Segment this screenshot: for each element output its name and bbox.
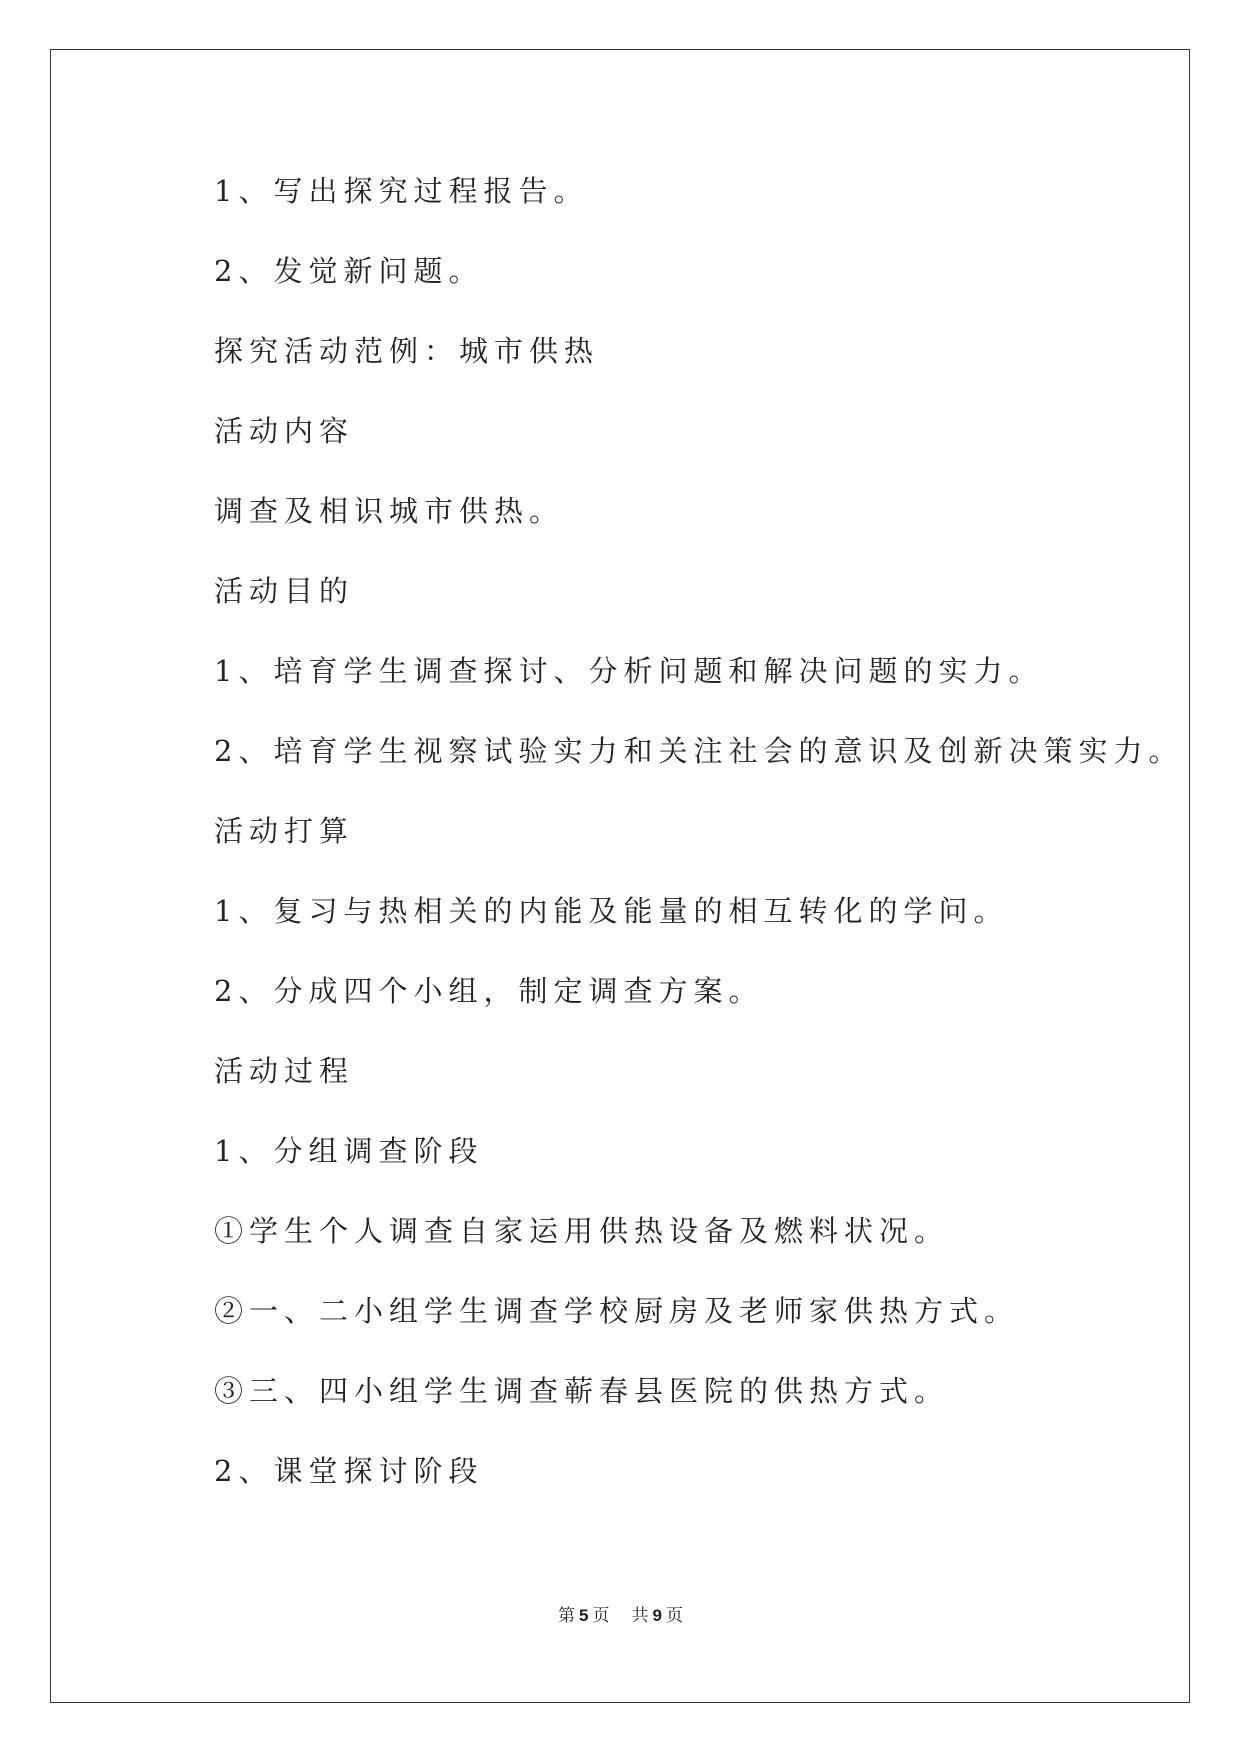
body-line: ③三、四小组学生调查蕲春县医院的供热方式。: [214, 1374, 950, 1408]
current-page-number: 5: [579, 1606, 589, 1625]
body-line: 1、写出探究过程报告。: [214, 174, 589, 208]
total-page-number: 9: [652, 1606, 662, 1625]
section-heading: 活动打算: [214, 814, 355, 848]
body-line: 1、复习与热相关的内能及能量的相互转化的学问。: [214, 894, 1009, 928]
body-line: ②一、二小组学生调查学校厨房及老师家供热方式。: [214, 1294, 1020, 1328]
section-heading: 活动目的: [214, 574, 355, 608]
body-line: 1、培育学生调查探讨、分析问题和解决问题的实力。: [214, 654, 1044, 688]
section-heading: 活动内容: [214, 414, 355, 448]
body-line: 探究活动范例：城市供热: [214, 334, 600, 368]
page-footer: [0, 1601, 1241, 1626]
total-prefix: 共: [631, 1606, 649, 1626]
page-prefix: 第: [558, 1606, 576, 1626]
body-line: 2、培育学生视察试验实力和关注社会的意识及创新决策实力。: [214, 734, 1184, 768]
body-line: 2、分成四个小组，制定调查方案。: [214, 974, 764, 1008]
page-suffix: 页: [592, 1606, 610, 1626]
body-line: 2、发觉新问题。: [214, 254, 484, 288]
body-line: ①学生个人调查自家运用供热设备及燃料状况。: [214, 1214, 950, 1248]
body-line: 1、分组调查阶段: [214, 1134, 484, 1168]
body-line: 调查及相识城市供热。: [214, 494, 565, 528]
total-suffix: 页: [665, 1606, 683, 1626]
section-heading: 活动过程: [214, 1054, 355, 1088]
body-line: 2、课堂探讨阶段: [214, 1454, 484, 1488]
